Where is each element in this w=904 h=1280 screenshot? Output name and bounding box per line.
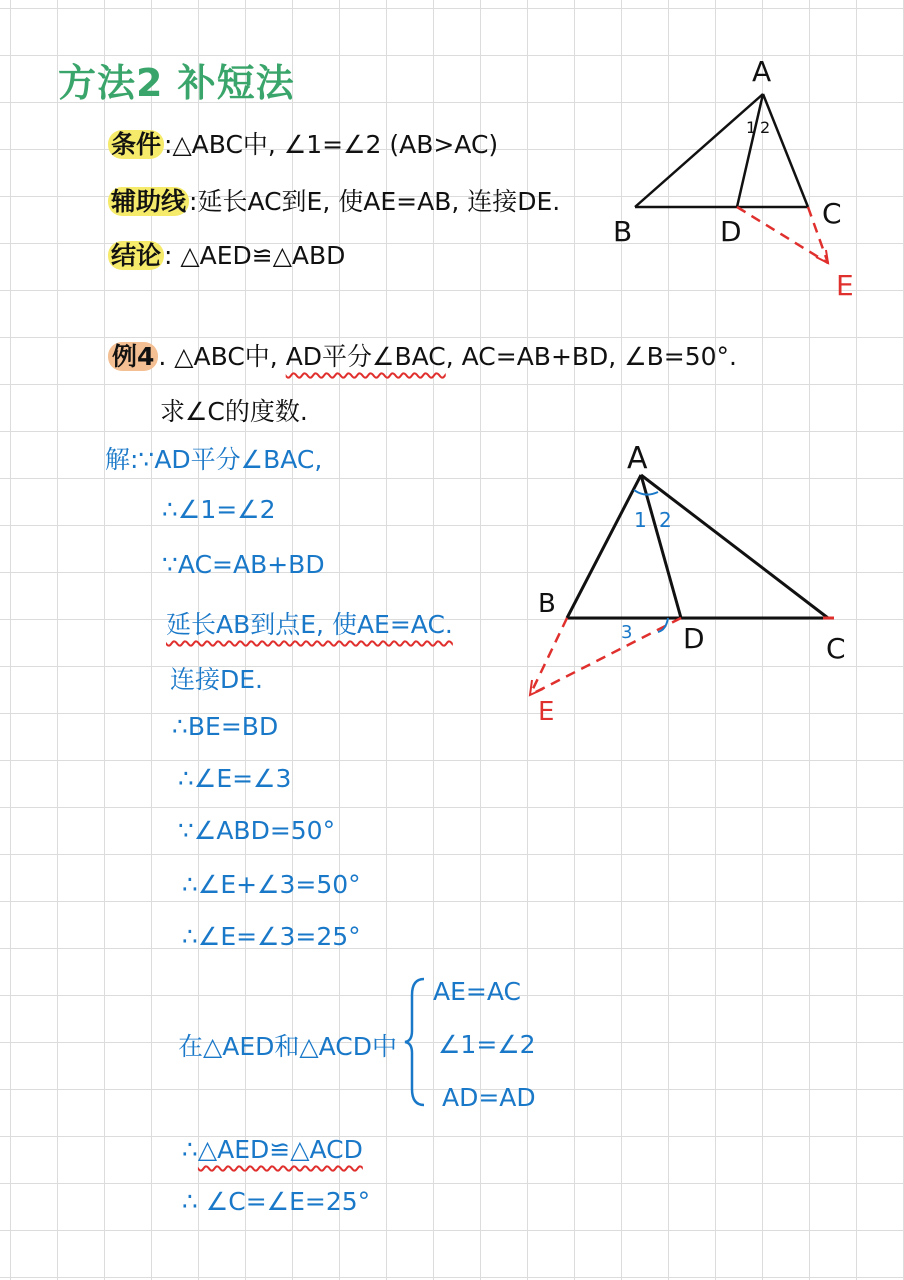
example-triangle-figure <box>510 430 870 730</box>
fig2-label-c: C <box>826 632 846 665</box>
problem-text-post: , AC=AB+BD, ∠B=50°. <box>445 342 737 371</box>
fig2-angle-2: 2 <box>659 508 672 532</box>
solution-line-10: ∴∠E=∠3=25° <box>182 922 361 951</box>
method-triangle-figure <box>600 45 890 315</box>
example-label: 例4 <box>108 342 158 371</box>
result-prefix: ∴ <box>182 1135 198 1164</box>
fig1-label-b: B <box>613 215 633 248</box>
result-underlined: △AED≌△ACD <box>197 1135 363 1164</box>
fig1-side-ab <box>635 94 763 207</box>
fig1-angle-2: 2 <box>760 118 771 137</box>
condition-label: 条件 <box>108 130 164 159</box>
aux-text: :延长AC到E, 使AE=AB, 连接DE. <box>189 187 561 216</box>
condition-text: :△ABC中, ∠1=∠2 (AB>AC) <box>164 130 499 159</box>
aux-label: 辅助线 <box>108 187 189 216</box>
fig2-angle-1: 1 <box>634 508 647 532</box>
fig1-segment-de <box>737 207 828 263</box>
solution-line-9: ∴∠E+∠3=50° <box>182 870 361 899</box>
congruence-intro: 在△AED和△ACD中 <box>178 1032 397 1061</box>
conclusion-label: 结论 <box>108 241 164 270</box>
fig2-side-ac <box>641 475 828 618</box>
congruence-condition-1: AE=AC <box>433 977 521 1006</box>
conclusion-text: : △AED≌△ABD <box>164 241 346 270</box>
condition-line <box>108 125 498 161</box>
problem-question: 求∠C的度数. <box>160 397 308 426</box>
fig2-angle-3: 3 <box>621 622 633 643</box>
fig1-label-a: A <box>752 55 772 88</box>
fig2-extension-be <box>530 618 567 695</box>
conclusion-line <box>108 236 345 272</box>
solution-line-5: 连接DE. <box>170 665 263 694</box>
congruence-brace <box>402 975 428 1110</box>
fig1-side-ac <box>763 94 808 207</box>
congruence-condition-3: AD=AD <box>442 1083 536 1112</box>
fig2-label-e: E <box>538 697 555 727</box>
fig2-label-d: D <box>683 622 705 655</box>
page-title: 方法2 补短法 <box>58 61 295 105</box>
solution-line-8: ∵∠ABD=50° <box>178 816 336 845</box>
fig1-label-c: C <box>822 197 842 230</box>
solution-line-7: ∴∠E=∠3 <box>178 764 292 793</box>
solution-line-6: ∴BE=BD <box>172 712 279 741</box>
fig2-segment-ad <box>641 475 681 618</box>
solution-line-1: 解:∵AD平分∠BAC, <box>105 445 323 474</box>
fig2-side-ab <box>567 475 641 618</box>
fig2-segment-de <box>530 618 681 695</box>
fig1-angle-1: 1 <box>746 118 757 137</box>
solution-line-3: ∵AC=AB+BD <box>162 550 325 579</box>
solution-line-2: ∴∠1=∠2 <box>162 495 276 524</box>
solution-line-4: 延长AB到点E, 使AE=AC. <box>166 610 453 639</box>
final-answer: ∴ ∠C=∠E=25° <box>182 1187 371 1216</box>
example-problem <box>108 337 737 373</box>
aux-line <box>108 182 560 218</box>
fig1-segment-ad <box>737 94 763 207</box>
congruence-condition-2: ∠1=∠2 <box>438 1030 536 1059</box>
fig1-label-e: E <box>836 269 854 302</box>
fig2-label-a: A <box>627 441 648 476</box>
fig2-label-b: B <box>538 589 556 619</box>
problem-text-pre: . △ABC中, <box>158 342 286 371</box>
fig1-label-d: D <box>720 215 742 248</box>
congruence-result <box>182 1135 363 1164</box>
problem-text-underlined: AD平分∠BAC <box>285 342 446 371</box>
